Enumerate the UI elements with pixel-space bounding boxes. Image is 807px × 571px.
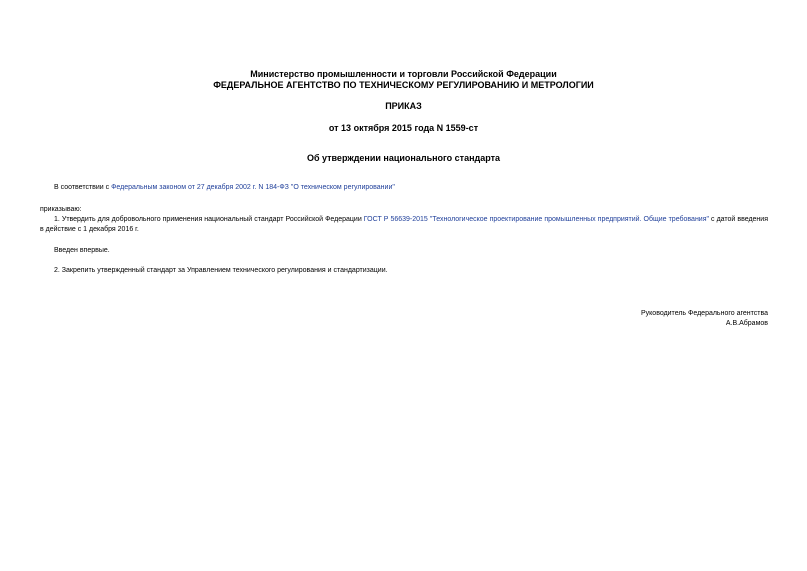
item1-suffix: с датой введения в действие с 1 декабря 2016 г. [40, 216, 768, 233]
document-type: ПРИКАЗ [385, 101, 422, 111]
order-word: приказываю: [40, 206, 82, 213]
agency-heading: ФЕДЕРАЛЬНОЕ АГЕНТСТВО ПО ТЕХНИЧЕСКОМУ РЕГУЛИРОВАНИЮ И МЕТРОЛОГИИ [213, 80, 594, 90]
signatory-position: Руководитель Федерального агентства [640, 310, 768, 317]
order-item-1 [40, 215, 768, 235]
gost-standard-link[interactable]: ГОСТ Р 56639-2015 "Технологическое проектирование промышленных предприятий. Общие требования" [363, 216, 709, 223]
federal-law-link[interactable]: Федеральным законом от 27 декабря 2002 г. N 184-ФЗ "О техническом регулировании" [111, 184, 395, 191]
order-item-2: 2. Закрепить утвержденный стандарт за Управлением технического регулирования и стандартизации. [54, 267, 388, 274]
document-title: Об утверждении национального стандарта [306, 153, 501, 163]
item1-prefix: 1. Утвердить для добровольного применения национальный стандарт Российской Федерации [54, 216, 364, 223]
ministry-heading: Министерство промышленности и торговли Российской Федерации [250, 69, 557, 79]
preamble [54, 183, 395, 193]
document-date-number: от 13 октября 2015 года N 1559-ст [328, 123, 479, 133]
preamble-prefix: В соответствии с [54, 184, 112, 191]
first-introduced-note: Введен впервые. [54, 247, 110, 254]
signatory-name: А.В.Абрамов [725, 320, 768, 327]
